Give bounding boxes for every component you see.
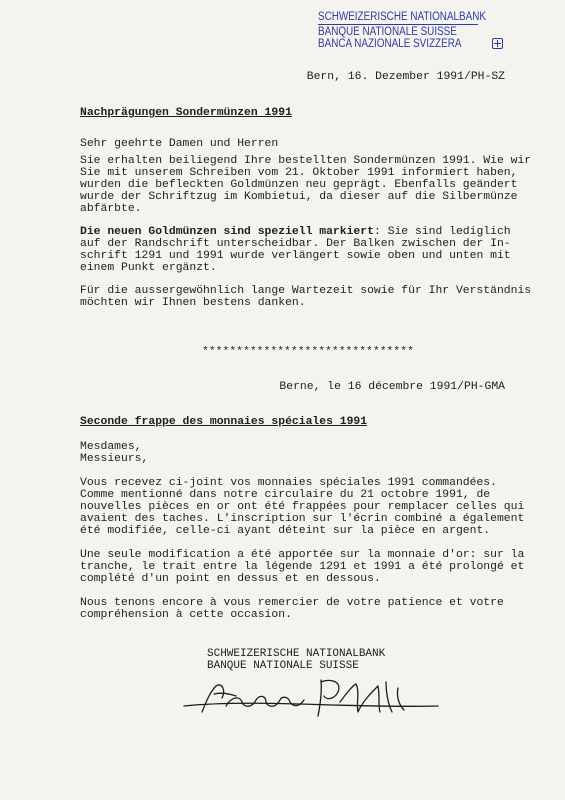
french-para2-line: tranche, le trait entre la légende 1291 et 1991 a été prolongé et [80,561,525,573]
letterhead-line-3: BANCA NAZIONALE SVIZZERA [318,38,462,50]
french-para2-line: Une seule modification a été apportée sur la monnaie d'or: sur la [80,549,525,561]
french-date: Berne, le 16 décembre 1991/PH-GMA [279,381,505,393]
german-salutation: Sehr geehrte Damen und Herren [80,138,279,150]
letterhead-line-1: SCHWEIZERISCHE NATIONALBANK [318,11,486,23]
letterhead-rule [318,24,478,25]
letterhead [318,11,520,50]
german-para2-rest: : Sie sind lediglich [373,226,511,238]
german-subject: Nachprägungen Sondermünzen 1991 [80,107,292,119]
german-para1-line: wurde der Schriftzug im Kombietui, da dieser auf die Silbermünze [80,191,518,203]
french-para2-line: complété d'un point en dessus et en dessous. [80,573,381,585]
closing-line-2: BANQUE NATIONALE SUISSE [207,660,359,672]
french-para3-line: compréhension à cette occasion. [80,609,292,621]
german-para3-line: Für die aussergewöhnlich lange Wartezeit sowie für Ihr Verständnis [80,285,532,297]
german-para2-line: auf der Randschrift unterscheidbar. Der Balken zwischen der In- [80,238,511,250]
french-para1-line: été modifiée, celle-ci ayant déteint sur la pièce en argent. [80,525,491,537]
french-salutation-line: Mesdames, [80,441,142,453]
letterhead-line-2: BANQUE NATIONALE SUISSE [318,26,457,38]
german-para1-line: wurden die befleckten Goldmünzen neu geprägt. Ebenfalls geändert [80,179,518,191]
french-para3-line: Nous tenons encore à vous remercier de votre patience et votre [80,597,504,609]
german-para1-line: Sie erhalten beiliegend Ihre bestellten Sondermünzen 1991. Wie wir [80,155,532,167]
german-date: Bern, 16. Dezember 1991/PH-SZ [306,71,505,83]
french-para1-line: Vous recevez ci-joint vos monnaies spéciales 1991 commandées. [80,477,497,489]
french-subject: Seconde frappe des monnaies spéciales 1991 [80,416,368,428]
separator-stars: ******************************* [202,346,414,358]
french-para1-line: Comme mentionné dans notre circulaire du 21 octobre 1991, de [80,489,491,501]
german-para2-line: schrift 1291 und 1991 wurde verlängert sowie oben und unten mit [80,250,511,262]
german-para1-line: Sie mit unserem Schreiben vom 21. Oktober 1991 informiert haben, [80,167,518,179]
swiss-cross-icon [492,38,503,49]
french-salutation-line: Messieurs, [80,453,149,465]
handwritten-signature [182,672,442,722]
french-para1-line: avaient des taches. L'inscription sur l'écrin combiné a également [80,513,525,525]
german-para2-bold: Die neuen Goldmünzen sind speziell markiert [80,226,374,238]
german-para2-line: einem Punkt ergänzt. [80,262,217,274]
french-para1-line: nouvelles pièces en or ont été frappées pour remplacer celles qui [80,501,525,513]
german-para1-line: abfärbte. [80,203,142,215]
closing-line-1: SCHWEIZERISCHE NATIONALBANK [207,648,386,660]
german-para3-line: möchten wir Ihnen bestens danken. [80,297,306,309]
german-para2-first-line [80,226,511,238]
